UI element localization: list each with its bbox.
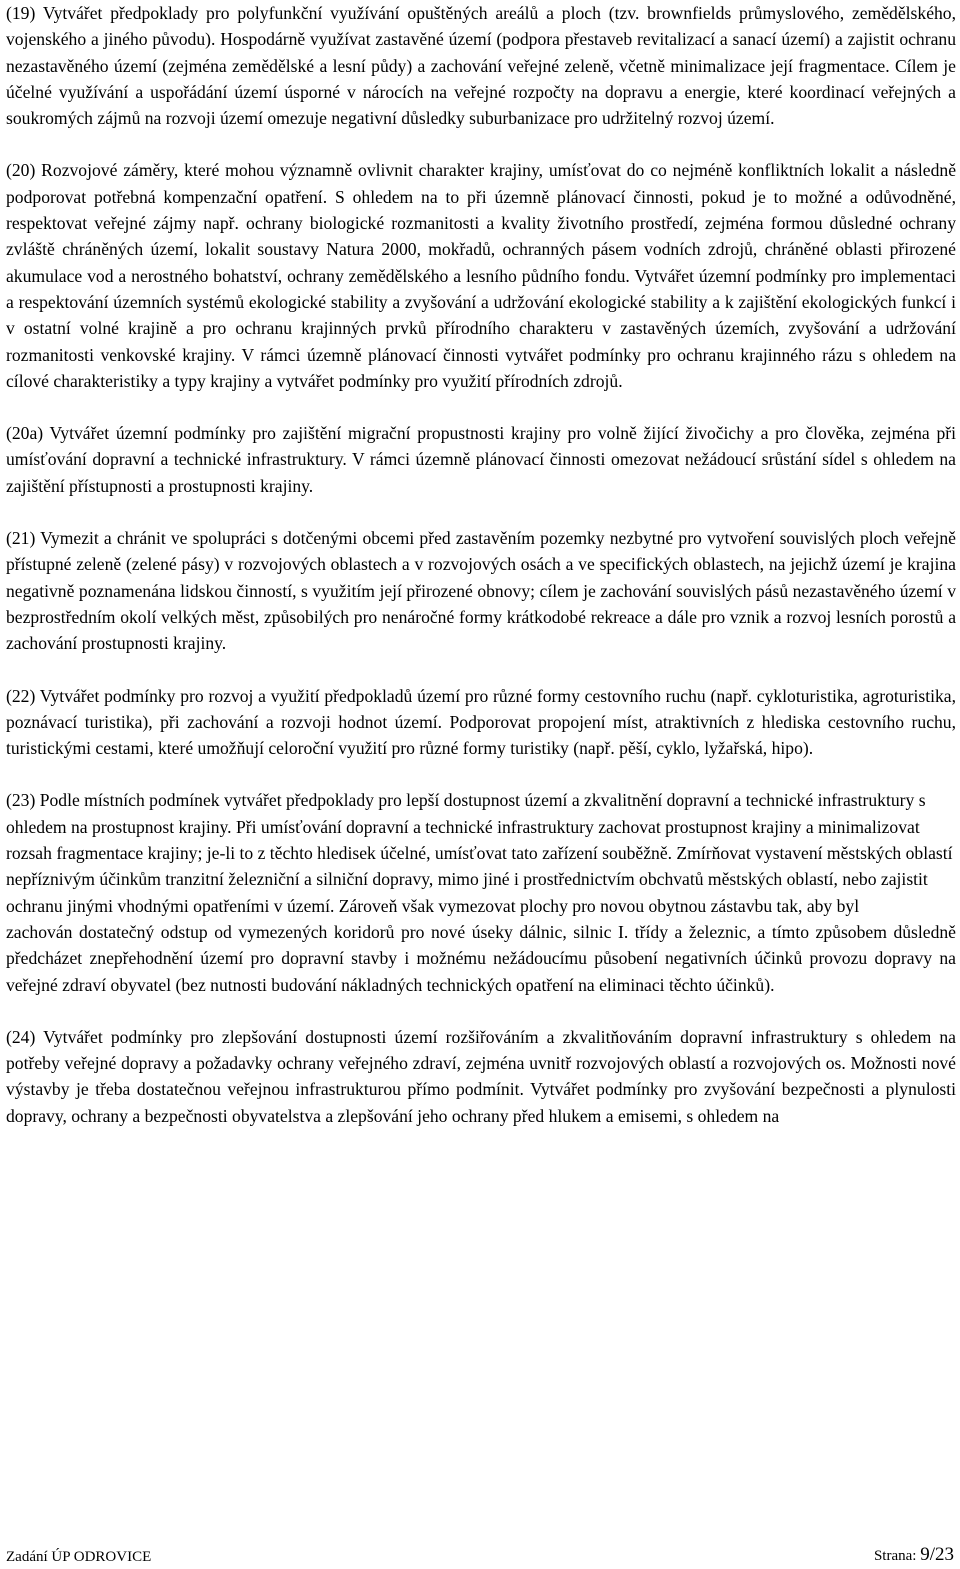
footer-title: Zadání ÚP ODROVICE [6,1549,152,1565]
paragraph-20a: (20a) Vytvářet územní podmínky pro zajištění migrační propustnosti krajiny pro volně žijící živočichy a pro člověka, zejména při umísťování dopravní a technické infrastruktury. V rámci územně plánovací činnosti omezovat nežádoucí srůstání sídel s ohledem na zajištění přístupnosti a prostupnosti krajiny. [6,423,956,496]
paragraph-23-continuation: zachován dostatečný odstup od vymezených koridorů pro nové úseky dálnic, silnic I. třídy a železnic, a tímto způsobem důsledně předcházet znepřehodnění území pro dopravní stavby i možnému nežádoucímu působení negativních účinků provozu dopravy na veřejné zdraví obyvatel (bez nutnosti budování nákladných technických opatření na eliminaci těchto účinků). [6,921,956,995]
paragraph-19: (19) Vytvářet předpoklady pro polyfunkční využívání opuštěných areálů a ploch (tzv. brownfields průmyslového, zemědělského, vojenského a jiného původu). Hospodárně využívat zastavěné území (podpora přestaveb revitalizací a sanací území) a zajistit ochranu nezastavěného území (zejména zemědělské a lesní půdy) a zachování veřejné zeleně, včetně minimalizace její fragmentace. Cílem je účelné využívání a uspořádání území úsporné v nárocích na veřejné rozpočty na dopravu a energie, které koordinací veřejných a soukromých zájmů na rozvoji území omezuje negativní důsledky suburbanizace pro udržitelný rozvoj území. [6,3,956,129]
footer-page-number: 9/23 [920,1544,954,1565]
footer-page-info [874,1544,954,1566]
paragraph-23 [6,787,956,997]
page-footer [6,1544,954,1566]
paragraph-23-text: (23) Podle místních podmínek vytvářet předpoklady pro lepší dostupnost území a zkvalitnění dopravní a technické infrastruktury s ohledem na prostupnost krajiny. Při umísťování dopravní a technické infrastruktury zachovat prostupnost krajiny a minimalizovat rozsah fragmentace krajiny; je-li to z těchto hledisek účelné, umísťovat tato zařízení souběžně. Zmírňovat vystavení městských oblastí nepříznivým účinkům tranzitní železniční a silniční dopravy, mimo jiné i prostřednictvím obchvatů městských oblastí, nebo zajistit ochranu jinými vhodnými opatřeními v území. Zároveň však vymezovat plochy pro novou obytnou zástavbu tak, aby byl [6,790,953,916]
paragraph-21: (21) Vymezit a chránit ve spolupráci s dotčenými obcemi před zastavěním pozemky nezbytné pro vytvoření souvislých ploch veřejně přístupné zeleně (zelené pásy) v rozvojových oblastech a v rozvojových osách a ve specifických oblastech, na jejichž území je krajina negativně poznamenána lidskou činností, s využitím její přirozené obnovy; cílem je zachování souvislých pásů nezastavěného území v bezprostředním okolí velkých měst, způsobilých pro nenáročné formy krátkodobé rekreace a dále pro vznik a rozvoj lesních porostů a zachování prostupnosti krajiny. [6,528,956,654]
paragraph-22: (22) Vytvářet podmínky pro rozvoj a využití předpokladů území pro různé formy cestovního ruchu (např. cykloturistika, agroturistika, poznávací turistika), při zachování a rozvoji hodnot území. Podporovat propojení míst, atraktivních z hlediska cestovního ruchu, turistickými cestami, které umožňují celoroční využití pro různé formy turistiky (např. pěší, cyklo, lyžařská, hipo). [6,685,956,759]
paragraph-24: (24) Vytvářet podmínky pro zlepšování dostupnosti území rozšiřováním a zkvalitňováním dopravní infrastruktury s ohledem na potřeby veřejné dopravy a požadavky ochrany veřejného zdraví, zejména uvnitř rozvojových oblastí a rozvojových os. Možnosti nové výstavby je třeba dostatečnou veřejnou infrastrukturou přímo podmínit. Vytvářet podmínky pro zvyšování bezpečnosti a plynulosti dopravy, ochrany a bezpečnosti obyvatelstva a zlepšování jeho ochrany před hlukem a emisemi, s ohledem na [6,1026,956,1126]
footer-page-label: Strana: [873,1548,921,1564]
document-body [6,0,956,1155]
paragraph-20: (20) Rozvojové záměry, které mohou významně ovlivnit charakter krajiny, umísťovat do co nejméně konfliktních lokalit a následně podporovat potřebná kompenzační opatření. S ohledem na to při územně plánovací činnosti, pokud je to možné a odůvodněné, respektovat veřejné zájmy např. ochrany biologické rozmanitosti a kvality životního prostředí, zejména formou důsledné ochrany zvláště chráněných území, lokalit soustavy Natura 2000, mokřadů, ochranných pásem vodních zdrojů, chráněné oblasti přirozené akumulace vod a nerostného bohatství, ochrany zemědělského a lesního půdního fondu. Vytvářet územní podmínky pro implementaci a respektování územních systémů ekologické stability a zvyšování a udržování ekologické stability a k zajištění ekologických funkcí i v ostatní volné krajině a pro ochranu krajinných prvků přírodního charakteru v zastavěných územích, zvyšování a udržování rozmanitosti venkovské krajiny. V rámci územně plánovací činnosti vytvářet podmínky pro ochranu krajinného rázu s ohledem na cílové charakteristiky a typy krajiny a vytvářet podmínky pro využití přírodních zdrojů. [6,160,956,391]
